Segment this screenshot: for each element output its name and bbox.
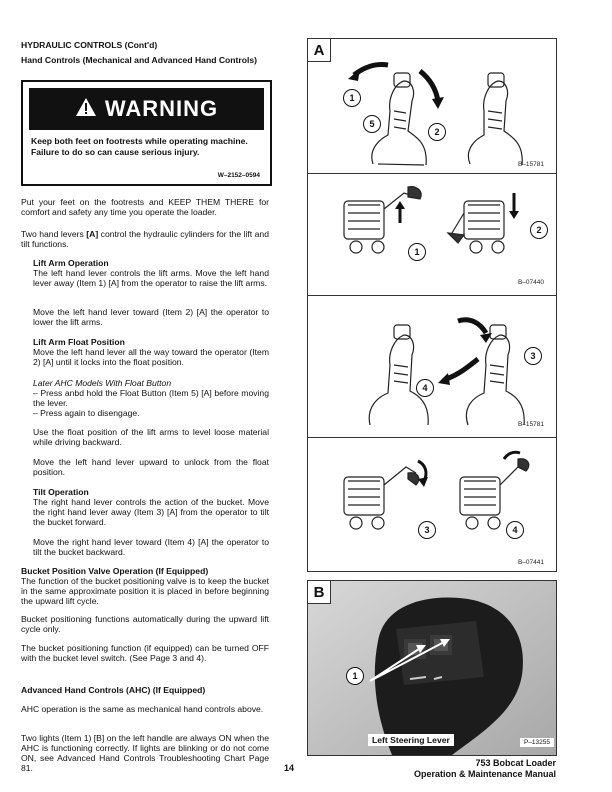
ahc-paragraph-2: Two lights (Item 1) [B] on the left handle are always ON when the AHC is functioning correctly. If lights are blinking or do not come ON, see Advanced Hand Controls Troubleshooting Chart Page 81. bbox=[21, 733, 269, 773]
callout-3b: 3 bbox=[418, 521, 436, 539]
loaders-lift-illustration bbox=[308, 173, 556, 295]
panel-b-letter: B bbox=[308, 581, 331, 604]
bpv-paragraph-1: The function of the bucket positioning valve is to keep the bucket in the same approximate position it is placed in before beginning the upward lift cycle. bbox=[21, 576, 269, 606]
callout-3: 3 bbox=[524, 347, 542, 365]
bpv-heading: Bucket Position Valve Operation (If Equipped) bbox=[21, 566, 209, 576]
callout-1: 1 bbox=[343, 89, 361, 107]
later-ahc-bullet-1: – Press anbd hold the Float Button (Item 5) [A] before moving the lever. bbox=[33, 388, 269, 408]
bpv-paragraph-3: The bucket positioning function (if equipped) can be turned OFF with the bucket level switch. (See Page 3 and 4). bbox=[21, 643, 269, 663]
levers-lift-illustration bbox=[308, 39, 556, 173]
later-ahc-bullet-2: – Press again to disengage. bbox=[33, 408, 140, 418]
callout-1c: 1 bbox=[346, 667, 364, 685]
figure-code-4: B–07441 bbox=[517, 559, 544, 566]
figure-panel-a bbox=[307, 38, 557, 572]
lift-arm-paragraph-2: Move the left hand lever toward (Item 2) [A] the operator to lower the lift arms. bbox=[33, 307, 269, 327]
lift-arm-heading: Lift Arm Operation bbox=[33, 258, 109, 268]
panel-a-letter: A bbox=[308, 39, 331, 62]
float-paragraph-1: Move the left hand lever all the way toward the operator (Item 2) [A] until it locks into the float position. bbox=[33, 347, 269, 367]
ahc-heading: Advanced Hand Controls (AHC) (If Equipped) bbox=[21, 685, 206, 695]
levers-tilt-illustration bbox=[308, 295, 556, 437]
callout-1b: 1 bbox=[408, 243, 426, 261]
figure-loaders-tilt bbox=[308, 437, 556, 571]
figure-code-5: P–13255 bbox=[520, 738, 554, 747]
ahc-paragraph-1: AHC operation is the same as mechanical hand controls above. bbox=[21, 704, 264, 714]
callout-2: 2 bbox=[428, 123, 446, 141]
figure-levers-lift bbox=[308, 39, 556, 174]
callout-5: 5 bbox=[363, 115, 381, 133]
page-number: 14 bbox=[284, 763, 295, 773]
figure-levers-tilt bbox=[308, 295, 556, 438]
figure-code-1: B–15781 bbox=[517, 161, 544, 168]
warning-text: Keep both feet on footrests while operating machine. Failure to do so can cause serious injury. bbox=[31, 136, 248, 157]
float-paragraph-2: Use the float position of the lift arms to level loose material while driving backward. bbox=[33, 427, 269, 447]
footer-model: 753 Bobcat Loader bbox=[475, 758, 556, 768]
float-heading: Lift Arm Float Position bbox=[33, 337, 125, 347]
lift-arm-paragraph-1: The left hand lever controls the lift arms. Move the left hand lever away (Item 1) [A] from the operator to raise the lift arms. bbox=[33, 268, 269, 288]
loaders-tilt-illustration bbox=[308, 437, 556, 571]
figure-panel-b bbox=[307, 580, 557, 756]
warning-triangle-icon bbox=[75, 97, 97, 122]
warning-box bbox=[21, 80, 272, 186]
callout-4: 4 bbox=[416, 379, 434, 397]
warning-title: WARNING bbox=[104, 96, 219, 121]
figure-code-2: B–07440 bbox=[517, 279, 544, 286]
callout-4b: 4 bbox=[506, 521, 524, 539]
callout-2b: 2 bbox=[530, 221, 548, 239]
figure-loaders-lift bbox=[308, 173, 556, 296]
paragraph-footrests: Put your feet on the footrests and KEEP THEM THERE for comfort and safety any time you operate the loader. bbox=[21, 197, 269, 217]
figure-code-3: B–15781 bbox=[517, 421, 544, 428]
caption-left-steering-lever: Left Steering Lever bbox=[368, 734, 454, 746]
section-title: HYDRAULIC CONTROLS (Cont'd) bbox=[21, 40, 158, 50]
paragraph-hand-levers: Two hand levers [A] control the hydraulic cylinders for the lift and tilt functions. bbox=[21, 229, 269, 249]
bpv-paragraph-2: Bucket positioning functions automatically during the upward lift cycle only. bbox=[21, 614, 269, 634]
float-paragraph-3: Move the left hand lever upward to unlock from the float position. bbox=[33, 457, 269, 477]
tilt-paragraph-2: Move the right hand lever toward (Item 4) [A] the operator to tilt the bucket backward. bbox=[33, 537, 269, 557]
tilt-paragraph-1: The right hand lever controls the action of the bucket. Move the right hand lever away (Item 3) [A] from the operator to tilt the bucket forward. bbox=[33, 497, 269, 527]
warning-code: W–2152–0594 bbox=[217, 172, 260, 179]
tilt-heading: Tilt Operation bbox=[33, 487, 89, 497]
steering-lever-photo bbox=[308, 581, 556, 755]
warning-banner bbox=[29, 88, 264, 130]
later-ahc-heading: Later AHC Models With Float Button bbox=[33, 378, 172, 388]
subtitle: Hand Controls (Mechanical and Advanced Hand Controls) bbox=[21, 55, 258, 65]
footer-manual-title: Operation & Maintenance Manual bbox=[413, 769, 556, 779]
